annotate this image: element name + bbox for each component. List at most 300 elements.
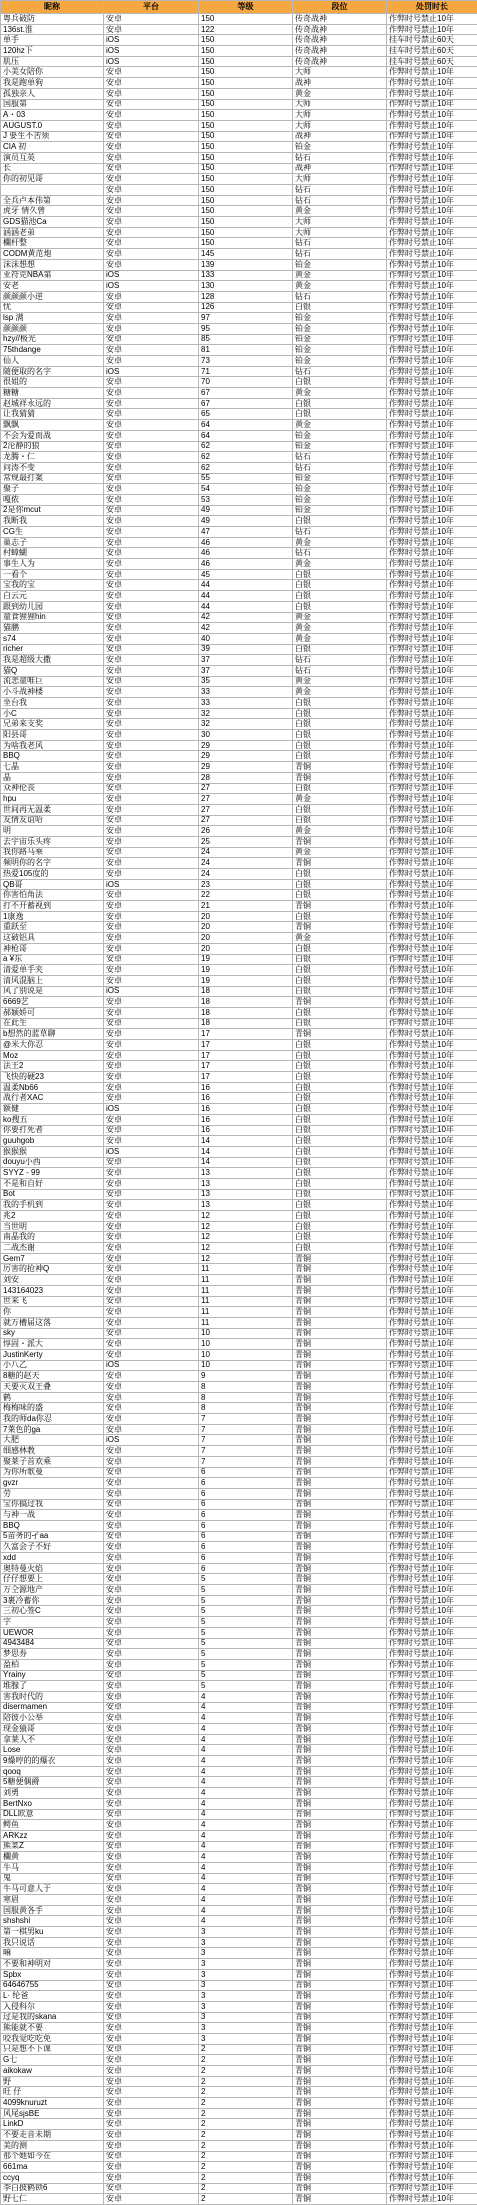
rank-cell: 白银 [293,1136,387,1147]
level-cell: 95 [199,323,293,334]
platform-cell: 安卓 [104,291,199,302]
nickname-cell: 75thdange [1,345,104,356]
nickname-cell: 字 [1,1617,104,1628]
rank-cell: 青铜 [293,1756,387,1767]
nickname-cell: shshshi [1,1916,104,1927]
table-row [1,954,477,965]
level-cell: 6 [199,1553,293,1564]
level-cell: 30 [199,730,293,741]
rank-cell: 黄金 [293,623,387,634]
table-row [1,2140,477,2151]
table-row [1,804,477,815]
rank-cell: 白银 [293,975,387,986]
penalty-cell: 作弊时号禁止10年 [387,345,477,356]
penalty-cell: 作弊时号禁止10年 [387,1371,477,1382]
table-row [1,1307,477,1318]
rank-cell: 传奇战神 [293,24,387,35]
rank-cell: 黄金 [293,847,387,858]
rank-cell: 钻石 [293,249,387,260]
platform-cell: 安卓 [104,2130,199,2141]
penalty-cell: 作弊时号禁止10年 [387,2076,477,2087]
penalty-cell: 作弊时号禁止10年 [387,1061,477,1072]
level-cell: 4 [199,1713,293,1724]
nickname-cell: CIA 初 [1,142,104,153]
table-row [1,591,477,602]
rank-cell: 青铜 [293,1574,387,1585]
platform-cell: 安卓 [104,174,199,185]
level-cell: 26 [199,826,293,837]
penalty-cell: 作弊时号禁止10年 [387,1627,477,1638]
platform-cell: 安卓 [104,623,199,634]
level-cell: 13 [199,1200,293,1211]
level-cell: 150 [199,217,293,228]
table-row [1,430,477,441]
table-row [1,1574,477,1585]
table-row [1,1830,477,1841]
table-row [1,708,477,719]
rank-cell: 青铜 [293,1766,387,1777]
level-cell: 150 [199,120,293,131]
table-row [1,2055,477,2066]
platform-cell: 安卓 [104,2119,199,2130]
rank-cell: 青铜 [293,1275,387,1286]
nickname-cell: 很姐的 [1,377,104,388]
level-cell: 40 [199,633,293,644]
penalty-cell: 作弊时号禁止10年 [387,762,477,773]
rank-cell: 青铜 [293,1563,387,1574]
penalty-cell: 作弊时号禁止10年 [387,462,477,473]
platform-cell: 安卓 [104,2183,199,2194]
rank-cell: 白银 [293,1007,387,1018]
table-row [1,655,477,666]
rank-cell: 黄金 [293,633,387,644]
penalty-cell: 作弊时号禁止10年 [387,922,477,933]
table-row [1,783,477,794]
nickname-cell: 众神伦丧 [1,783,104,794]
platform-cell: 安卓 [104,943,199,954]
penalty-cell: 作弊时号禁止10年 [387,836,477,847]
penalty-cell: 作弊时号禁止10年 [387,730,477,741]
table-row [1,623,477,634]
nickname-cell: 熊菜Z [1,1841,104,1852]
platform-cell: 安卓 [104,975,199,986]
platform-cell: 安卓 [104,1927,199,1938]
table-row [1,1007,477,1018]
penalty-cell: 作弊时号禁止10年 [387,965,477,976]
platform-cell: 安卓 [104,1424,199,1435]
rank-cell: 青铜 [293,1916,387,1927]
nickname-cell: 鹤 [1,1392,104,1403]
nickname-cell: 风了别说是 [1,986,104,997]
table-row [1,826,477,837]
platform-cell: 安卓 [104,206,199,217]
penalty-cell: 作弊时号禁止10年 [387,1638,477,1649]
platform-cell: 安卓 [104,142,199,153]
platform-cell: 安卓 [104,217,199,228]
penalty-cell: 作弊时号禁止10年 [387,238,477,249]
nickname-cell: ko搜五 [1,1114,104,1125]
platform-cell: 安卓 [104,1157,199,1168]
rank-cell: 青铜 [293,1446,387,1457]
table-row [1,131,477,142]
level-cell: 20 [199,911,293,922]
penalty-cell: 作弊时号禁止10年 [387,2001,477,2012]
level-cell: 81 [199,345,293,356]
level-cell: 2 [199,2183,293,2194]
penalty-cell: 作弊时号禁止10年 [387,1178,477,1189]
rank-cell: 白银 [293,1072,387,1083]
level-cell: 2 [199,2098,293,2109]
table-row [1,152,477,163]
nickname-cell: 宝我的宝 [1,580,104,591]
rank-cell: 青铜 [293,2033,387,2044]
nickname-cell: 清爱单手夹 [1,965,104,976]
penalty-cell: 作弊时号禁止10年 [387,2012,477,2023]
level-cell: 16 [199,1093,293,1104]
nickname-cell: SYYZ - 99 [1,1168,104,1179]
table-row [1,569,477,580]
rank-cell: 白银 [293,708,387,719]
level-cell: 139 [199,259,293,270]
rank-cell: 白银 [293,965,387,976]
penalty-cell: 作弊时号禁止10年 [387,356,477,367]
level-cell: 150 [199,163,293,174]
platform-cell: 安卓 [104,1488,199,1499]
platform-cell: 安卓 [104,452,199,463]
rank-cell: 白银 [293,580,387,591]
table-row [1,1072,477,1083]
platform-cell: iOS [104,986,199,997]
nickname-cell: 南晶我的 [1,1232,104,1243]
rank-cell: 铂金 [293,356,387,367]
rank-cell: 铂金 [293,484,387,495]
nickname-cell: aikokaw [1,2066,104,2077]
rank-cell: 青铜 [293,2130,387,2141]
level-cell: 23 [199,879,293,890]
platform-cell: 安卓 [104,1777,199,1788]
penalty-cell: 作弊时号禁止10年 [387,163,477,174]
penalty-cell: 作弊时号禁止10年 [387,24,477,35]
level-cell: 7 [199,1456,293,1467]
nickname-cell: 在此生 [1,1018,104,1029]
platform-cell: 安卓 [104,78,199,89]
rank-cell: 青铜 [293,2076,387,2087]
table-row [1,1456,477,1467]
rank-cell: 青铜 [293,2194,387,2205]
table-row [1,1627,477,1638]
level-cell: 37 [199,655,293,666]
rank-cell: 大师 [293,217,387,228]
nickname-cell: BBQ [1,751,104,762]
penalty-cell: 作弊时号禁止10年 [387,1007,477,1018]
rank-cell: 青铜 [293,2055,387,2066]
level-cell: 3 [199,1937,293,1948]
table-row [1,601,477,612]
nickname-cell: 旺 仔 [1,2087,104,2098]
table-row [1,46,477,57]
platform-cell: 安卓 [104,2087,199,2098]
level-cell: 14 [199,1157,293,1168]
level-cell: 2 [199,2194,293,2205]
penalty-cell: 作弊时号禁止10年 [387,249,477,260]
platform-cell: 安卓 [104,869,199,880]
nickname-cell: AUGUST.0 [1,120,104,131]
rank-cell: 白银 [293,1082,387,1093]
nickname-cell: 颜颜颜小逆 [1,291,104,302]
platform-cell: 安卓 [104,1050,199,1061]
table-row [1,281,477,292]
nickname-cell: 你害怕角法 [1,890,104,901]
penalty-cell: 作弊时号禁止10年 [387,1777,477,1788]
nickname-cell: 惇固・派大 [1,1339,104,1350]
penalty-cell: 作弊时号禁止10年 [387,1221,477,1232]
level-cell: 20 [199,933,293,944]
rank-cell: 白银 [293,398,387,409]
platform-cell: 安卓 [104,1873,199,1884]
rank-cell: 青铜 [293,2162,387,2173]
penalty-cell: 作弊时号禁止10年 [387,227,477,238]
penalty-cell: 作弊时号禁止10年 [387,1553,477,1564]
nickname-cell: lsp 满 [1,313,104,324]
nickname-cell: 仔仔想要上 [1,1574,104,1585]
rank-cell: 青铜 [293,1435,387,1446]
nickname-cell: 为你所歌曼 [1,1467,104,1478]
platform-cell: 安卓 [104,2140,199,2151]
nickname-cell: 梦思券 [1,1649,104,1660]
penalty-cell: 作弊时号禁止10年 [387,131,477,142]
level-cell: 150 [199,238,293,249]
penalty-cell: 作弊时号禁止10年 [387,420,477,431]
nickname-cell: 不会为爱而战 [1,430,104,441]
level-cell: 5 [199,1606,293,1617]
table-row [1,1253,477,1264]
level-cell: 24 [199,869,293,880]
nickname-cell: 兆2 [1,1211,104,1222]
penalty-cell: 作弊时号禁止10年 [387,1756,477,1767]
platform-cell: 安卓 [104,1296,199,1307]
platform-cell: 安卓 [104,1093,199,1104]
rank-cell: 大师 [293,110,387,121]
rank-cell: 白银 [293,815,387,826]
level-cell: 45 [199,569,293,580]
platform-cell: iOS [104,1360,199,1371]
penalty-cell: 作弊时号禁止10年 [387,719,477,730]
nickname-cell: 嘛 [1,1948,104,1959]
rank-cell: 青铜 [293,1798,387,1809]
nickname-cell: 盈柏 [1,1659,104,1670]
rank-cell: 青铜 [293,1777,387,1788]
level-cell: 4 [199,1691,293,1702]
table-row [1,345,477,356]
level-cell: 150 [199,14,293,25]
platform-cell: 安卓 [104,1884,199,1895]
nickname-cell: 细感林教 [1,1446,104,1457]
table-row [1,1798,477,1809]
nickname-cell: 咬我觉吃吃免 [1,2033,104,2044]
penalty-cell: 作弊时号禁止10年 [387,67,477,78]
platform-cell: 安卓 [104,2076,199,2087]
penalty-cell: 作弊时号禁止10年 [387,804,477,815]
rank-cell: 白银 [293,783,387,794]
nickname-cell: 野七仁 [1,2194,104,2205]
rank-cell: 白银 [293,911,387,922]
nickname-cell: 热爱105度的 [1,869,104,880]
rank-cell: 青铜 [293,1317,387,1328]
penalty-cell: 作弊时号禁止10年 [387,120,477,131]
level-cell: 150 [199,110,293,121]
table-row [1,195,477,206]
nickname-cell: LinkD [1,2119,104,2130]
table-row [1,1959,477,1970]
level-cell: 2 [199,2172,293,2183]
level-cell: 73 [199,356,293,367]
platform-cell: 安卓 [104,1542,199,1553]
table-row [1,1916,477,1927]
level-cell: 4 [199,1745,293,1756]
table-row [1,1895,477,1906]
table-row [1,1339,477,1350]
platform-cell: 安卓 [104,1670,199,1681]
table-row [1,548,477,559]
rank-cell: 白银 [293,804,387,815]
platform-cell: iOS [104,1435,199,1446]
platform-cell: 安卓 [104,2151,199,2162]
penalty-cell: 作弊时号禁止10年 [387,1050,477,1061]
level-cell: 32 [199,708,293,719]
nickname-cell: Spbx [1,1969,104,1980]
penalty-cell: 作弊时号禁止10年 [387,1681,477,1692]
level-cell: 28 [199,772,293,783]
level-cell: 5 [199,1659,293,1670]
table-row [1,1371,477,1382]
penalty-cell: 作弊时号禁止10年 [387,2023,477,2034]
table-row [1,462,477,473]
penalty-cell: 作弊时号禁止10年 [387,569,477,580]
table-row [1,56,477,67]
penalty-cell: 作弊时号禁止10年 [387,911,477,922]
level-cell: 2 [199,2140,293,2151]
rank-cell: 白银 [293,869,387,880]
table-row [1,687,477,698]
platform-cell: 安卓 [104,409,199,420]
platform-cell: 安卓 [104,1617,199,1628]
penalty-cell: 作弊时号禁止10年 [387,206,477,217]
nickname-cell: 牛马 [1,1862,104,1873]
nickname-cell: 我的师da你忍 [1,1414,104,1425]
table-row [1,2194,477,2205]
penalty-cell: 作弊时号禁止10年 [387,740,477,751]
platform-cell: 安卓 [104,195,199,206]
penalty-cell: 作弊时号禁止10年 [387,698,477,709]
platform-cell: 安卓 [104,580,199,591]
level-cell: 4 [199,1809,293,1820]
header-level: 等级 [199,1,293,14]
nickname-cell: 我的手机到 [1,1200,104,1211]
platform-cell: 安卓 [104,1702,199,1713]
level-cell: 6 [199,1520,293,1531]
table-row [1,1713,477,1724]
table-row [1,1499,477,1510]
nickname-cell: 常规最打案 [1,473,104,484]
table-row [1,2151,477,2162]
table-row [1,217,477,228]
level-cell: 32 [199,719,293,730]
level-cell: 2 [199,2055,293,2066]
table-row [1,772,477,783]
rank-cell: 铂金 [293,505,387,516]
penalty-cell: 作弊时号禁止10年 [387,933,477,944]
nickname-cell: 第一棋男ku [1,1927,104,1938]
rank-cell: 白银 [293,1114,387,1125]
table-row [1,665,477,676]
level-cell: 67 [199,388,293,399]
nickname-cell: xdd [1,1553,104,1564]
table-row [1,997,477,1008]
nickname-cell: 风尾sjsBE [1,2108,104,2119]
penalty-cell: 作弊时号禁止10年 [387,1317,477,1328]
rank-cell: 铂金 [293,142,387,153]
platform-cell: 安卓 [104,1713,199,1724]
table-row [1,291,477,302]
rank-cell: 青铜 [293,1895,387,1906]
nickname-cell: hzy//极光 [1,334,104,345]
nickname-cell: 宝你搞过我 [1,1499,104,1510]
nickname-cell: 美的测 [1,2140,104,2151]
penalty-cell: 作弊时号禁止10年 [387,1820,477,1831]
rank-cell: 青铜 [293,1403,387,1414]
platform-cell: 安卓 [104,751,199,762]
rank-cell: 青铜 [293,1948,387,1959]
level-cell: 12 [199,1211,293,1222]
header-nickname: 昵称 [1,1,104,14]
table-row [1,1296,477,1307]
rank-cell: 白银 [293,1200,387,1211]
platform-cell: 安卓 [104,2012,199,2023]
table-row [1,1029,477,1040]
nickname-cell: 问涛不变 [1,462,104,473]
rank-cell: 白银 [293,1232,387,1243]
penalty-cell: 作弊时号禁止10年 [387,901,477,912]
penalty-cell: 作弊时号禁止10年 [387,2162,477,2173]
platform-cell: 安卓 [104,1563,199,1574]
nickname-cell: 沫沫想想 [1,259,104,270]
platform-cell: 安卓 [104,708,199,719]
penalty-cell: 作弊时号禁止10年 [387,1296,477,1307]
penalty-cell: 作弊时号禁止10年 [387,1649,477,1660]
platform-cell: 安卓 [104,441,199,452]
table-row [1,1146,477,1157]
level-cell: 10 [199,1360,293,1371]
platform-cell: 安卓 [104,1392,199,1403]
table-row [1,1467,477,1478]
table-row [1,120,477,131]
table-row [1,1125,477,1136]
nickname-cell: Lose [1,1745,104,1756]
nickname-cell: 兄弟来支奖 [1,719,104,730]
rank-cell: 战神 [293,163,387,174]
rank-cell: 白银 [293,644,387,655]
nickname-cell: 小美女陪你 [1,67,104,78]
rank-cell: 青铜 [293,858,387,869]
platform-cell: 安卓 [104,1916,199,1927]
platform-cell: 安卓 [104,2023,199,2034]
level-cell: 145 [199,249,293,260]
penalty-cell: 作弊时号禁止10年 [387,281,477,292]
table-row [1,901,477,912]
table-row [1,35,477,46]
rank-cell: 青铜 [293,1617,387,1628]
table-row [1,1168,477,1179]
